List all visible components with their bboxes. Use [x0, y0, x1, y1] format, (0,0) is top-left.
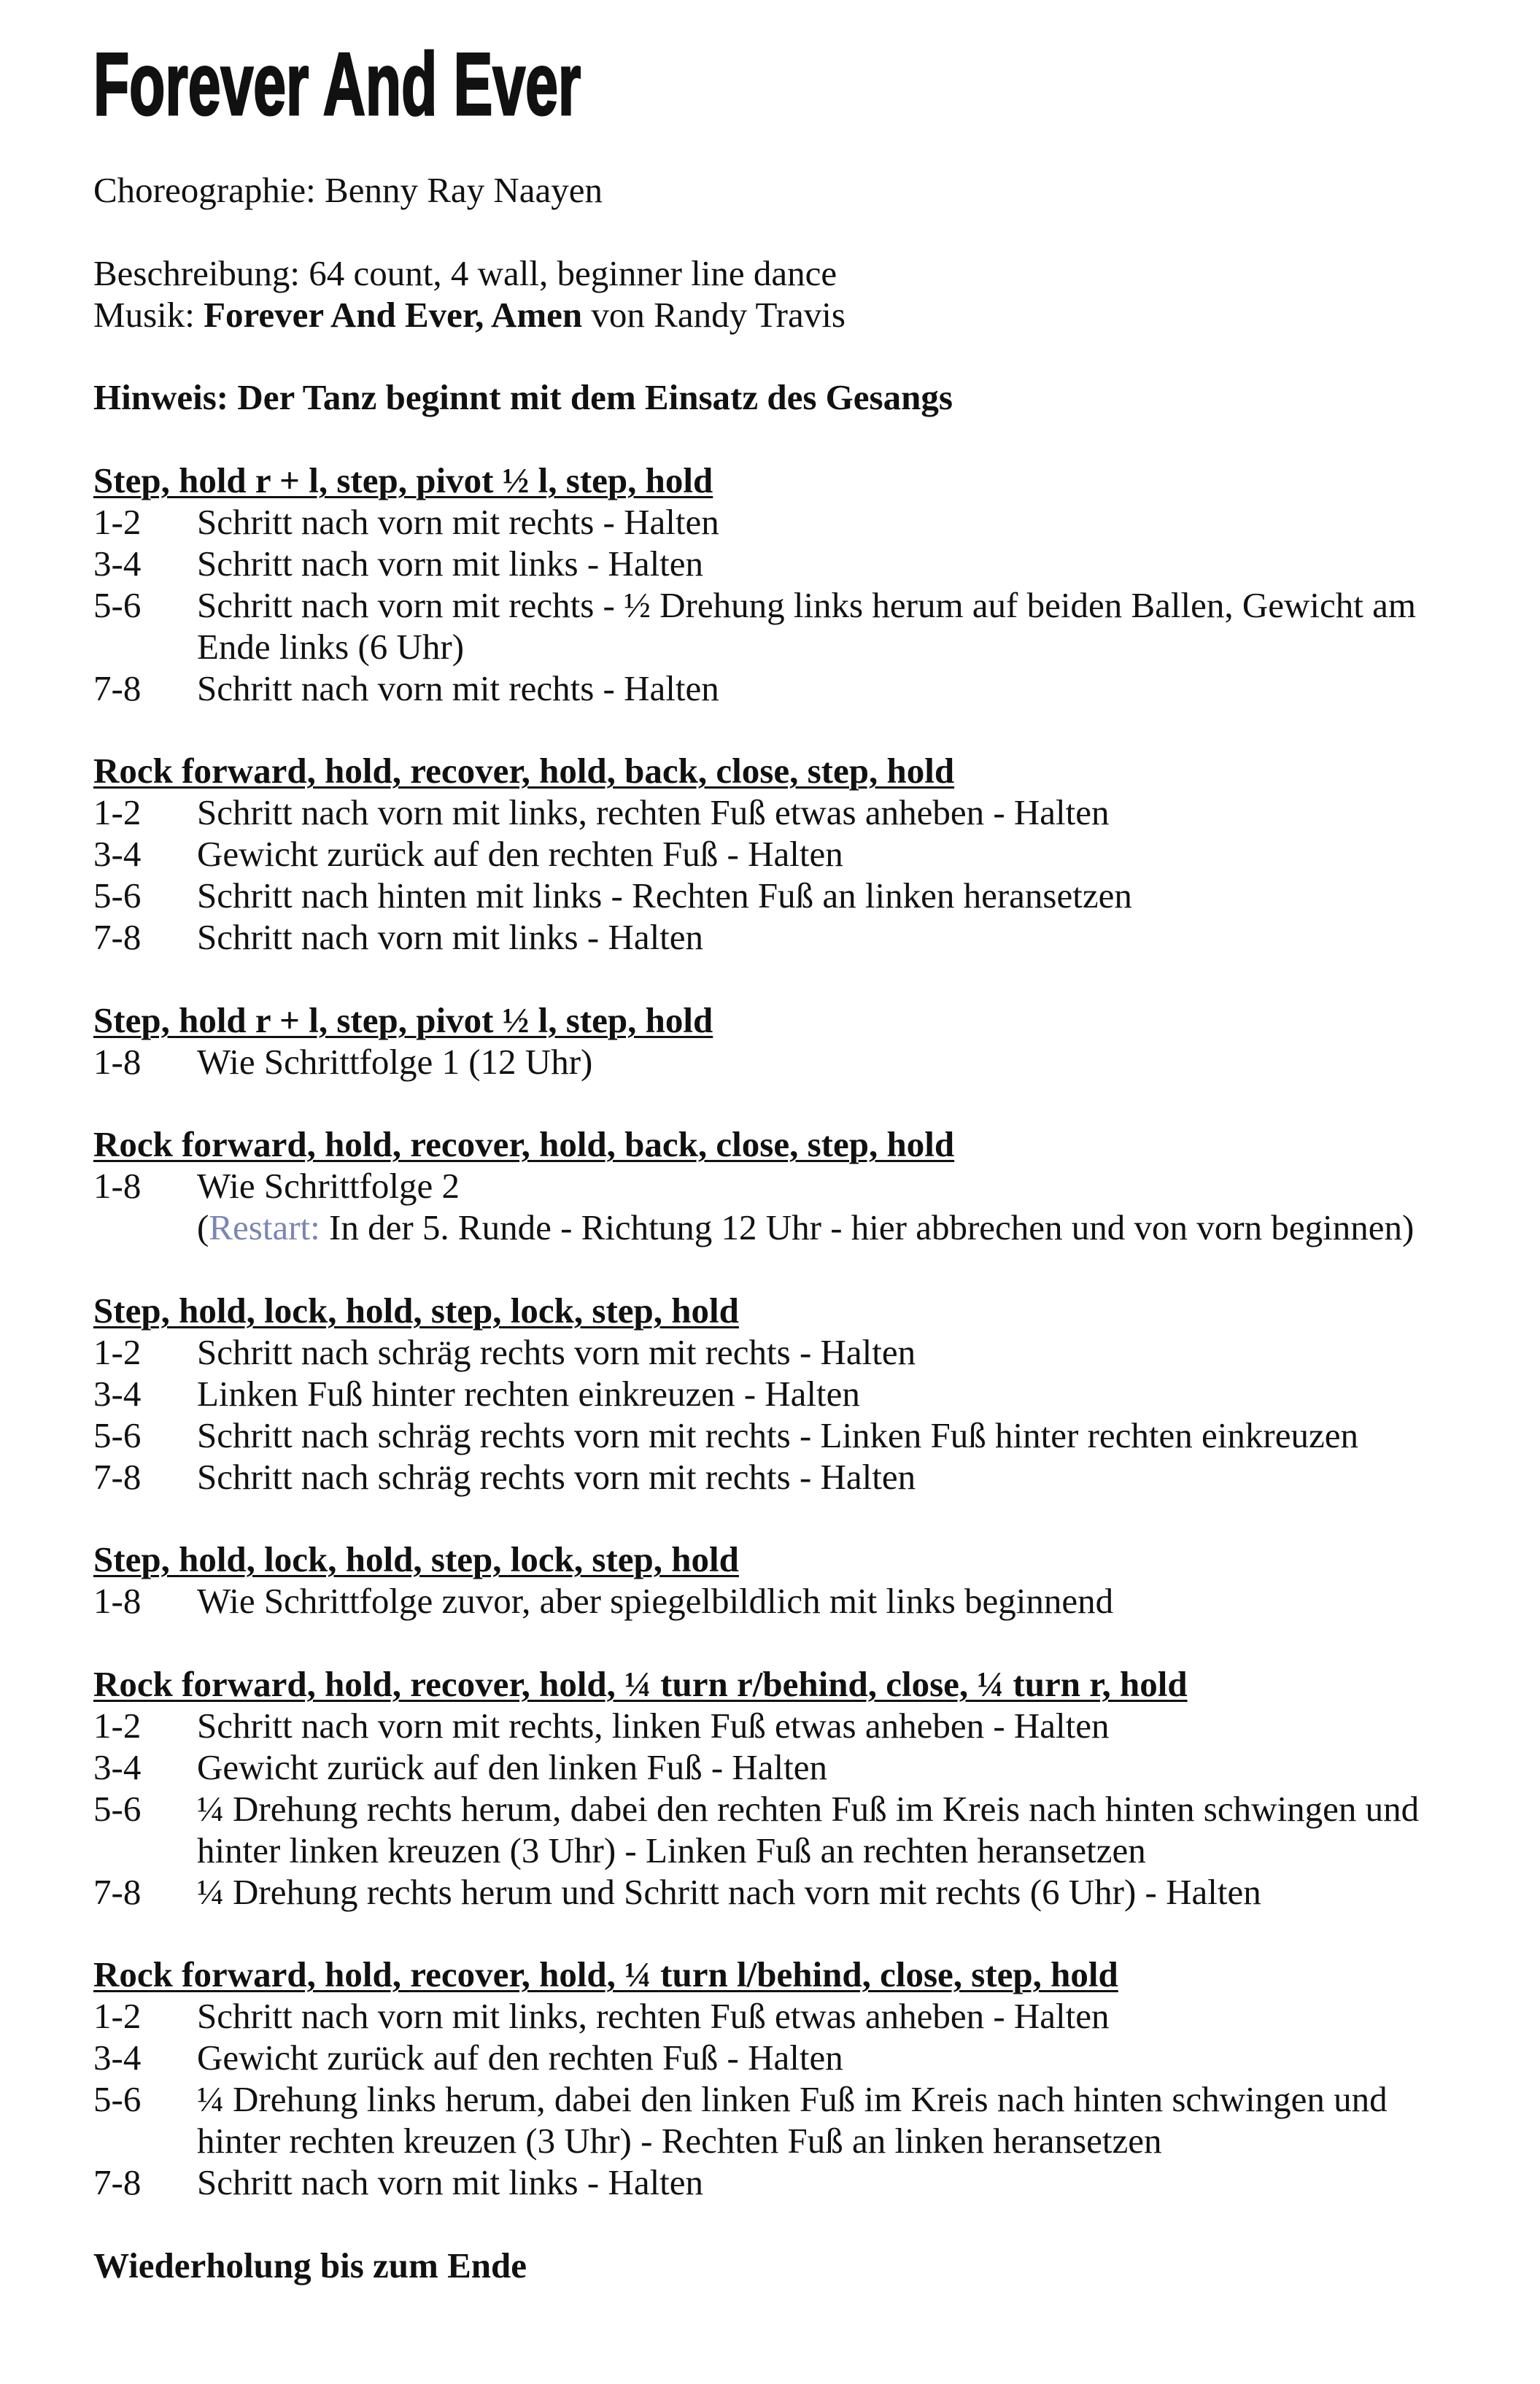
- step-section: [93, 751, 1516, 958]
- step-sections: [93, 460, 1516, 2203]
- step-description: Schritt nach vorn mit links, rechten Fuß etwas anheben - Halten: [197, 1996, 1110, 2037]
- step-count: 1-8: [93, 1166, 142, 1207]
- step-description: ¼ Drehung rechts herum und Schritt nach vorn mit rechts (6 Uhr) - Halten: [197, 1871, 1261, 1912]
- step-description: Gewicht zurück auf den rechten Fuß - Halten: [197, 2037, 843, 2078]
- restart-remark: [197, 1207, 1414, 1249]
- blank-line: [93, 212, 1516, 253]
- step-section: [93, 1000, 1516, 1083]
- step-count: 3-4: [93, 1373, 142, 1414]
- step-description: Schritt nach vorn mit links - Halten: [197, 917, 704, 958]
- step-description: Gewicht zurück auf den linken Fuß - Halten: [197, 1746, 828, 1787]
- step-count: 1-8: [93, 1581, 142, 1622]
- step-count: 3-4: [93, 834, 142, 875]
- section-heading: Rock forward, hold, recover, hold, ¼ turn r/behind, close, ¼ turn r, hold: [93, 1664, 1188, 1705]
- footer-line: Wiederholung bis zum Ende: [93, 2245, 527, 2286]
- artist-name: Randy Travis: [654, 294, 846, 335]
- step-section: [93, 1954, 1516, 2203]
- choreographer-name: Benny Ray Naayen: [325, 170, 603, 210]
- step-count: 5-6: [93, 1414, 142, 1455]
- step-description: Schritt nach schräg rechts vorn mit rechts - Linken Fuß hinter rechten einkreuzen: [197, 1414, 1358, 1455]
- song-title: Forever And Ever, Amen: [204, 294, 583, 335]
- section-heading: Rock forward, hold, recover, hold, back, close, step, hold: [93, 751, 955, 792]
- step-description: Wie Schrittfolge 2: [197, 1166, 460, 1207]
- restart-label: Restart:: [209, 1207, 320, 1248]
- step-section: [93, 460, 1516, 709]
- step-description: hinter rechten kreuzen (3 Uhr) - Rechten Fuß an linken heransetzen: [197, 2120, 1162, 2161]
- dance-title: Forever And Ever: [93, 34, 581, 133]
- step-description: ¼ Drehung links herum, dabei den linken Fuß im Kreis nach hinten schwingen und: [197, 2078, 1388, 2119]
- step-count: 7-8: [93, 917, 142, 958]
- section-heading: Step, hold, lock, hold, step, lock, step, hold: [93, 1539, 739, 1580]
- step-count: 7-8: [93, 1456, 142, 1497]
- step-row: [93, 2079, 1516, 2121]
- step-description: Schritt nach vorn mit rechts - ½ Drehung links herum auf beiden Ballen, Gewicht am: [197, 584, 1417, 625]
- music-label: Musik:: [93, 294, 195, 335]
- step-row: [93, 2121, 1516, 2162]
- step-row: [93, 1042, 1516, 1083]
- remark-open-paren: (: [197, 1207, 209, 1248]
- step-section: [93, 1124, 1516, 1249]
- step-description: Schritt nach hinten mit links - Rechten Fuß an linken heransetzen: [197, 875, 1132, 916]
- music-line: [93, 295, 1516, 336]
- step-description: Linken Fuß hinter rechten einkreuzen - Halten: [197, 1373, 860, 1414]
- restart-text: In der 5. Runde - Richtung 12 Uhr - hier abbrechen und von vorn beginnen): [329, 1207, 1415, 1248]
- step-description: Gewicht zurück auf den rechten Fuß - Halten: [197, 834, 843, 875]
- step-count: 3-4: [93, 2037, 142, 2078]
- note-text: Der Tanz beginnt mit dem Einsatz des Gesangs: [237, 377, 953, 418]
- step-count: 3-4: [93, 1746, 142, 1787]
- step-row: [93, 1706, 1516, 1747]
- step-row: [93, 668, 1516, 710]
- description-value: 64 count, 4 wall, beginner line dance: [309, 252, 837, 293]
- choreography-label: Choreographie:: [93, 170, 316, 210]
- step-description: Schritt nach vorn mit rechts - Halten: [197, 667, 719, 708]
- step-description: Ende links (6 Uhr): [197, 626, 465, 667]
- step-count: 1-2: [93, 1331, 142, 1372]
- section-heading: Step, hold, lock, hold, step, lock, step, hold: [93, 1290, 739, 1331]
- step-section: [93, 1290, 1516, 1498]
- description-line: [93, 253, 1516, 295]
- step-section: [93, 1664, 1516, 1913]
- step-description: Schritt nach schräg rechts vorn mit rechts - Halten: [197, 1331, 916, 1372]
- step-count-empty: [93, 1207, 197, 1249]
- section-heading: Rock forward, hold, recover, hold, ¼ turn l/behind, close, step, hold: [93, 1954, 1118, 1995]
- blank-line: [93, 336, 1516, 378]
- step-count: 7-8: [93, 667, 142, 708]
- step-count: 1-2: [93, 502, 142, 543]
- step-count: 1-2: [93, 792, 142, 833]
- step-count: [93, 2121, 197, 2162]
- step-count: 5-6: [93, 2078, 142, 2119]
- step-count: 5-6: [93, 584, 142, 625]
- section-heading: Step, hold r + l, step, pivot ½ l, step, hold: [93, 460, 713, 501]
- step-row: [93, 1747, 1516, 1789]
- step-description: Schritt nach vorn mit links - Halten: [197, 2162, 704, 2202]
- step-row: [93, 1332, 1516, 1374]
- step-description: Schritt nach schräg rechts vorn mit rechts - Halten: [197, 1456, 916, 1497]
- step-description: hinter linken kreuzen (3 Uhr) - Linken Fuß an rechten heransetzen: [197, 1830, 1146, 1870]
- section-heading: Step, hold r + l, step, pivot ½ l, step, hold: [93, 999, 713, 1040]
- step-row: [93, 1789, 1516, 1830]
- step-row: [93, 2037, 1516, 2079]
- step-count: 7-8: [93, 2162, 142, 2202]
- step-row: [93, 627, 1516, 668]
- step-description: Schritt nach vorn mit rechts - Halten: [197, 502, 719, 543]
- step-count: 7-8: [93, 1871, 142, 1912]
- dance-sheet: [93, 170, 1516, 2286]
- step-row: [93, 585, 1516, 627]
- step-row: [93, 1872, 1516, 1913]
- step-row: [93, 2162, 1516, 2204]
- step-count: [93, 627, 197, 668]
- step-row: [93, 834, 1516, 875]
- step-row: [93, 1457, 1516, 1498]
- step-row: [93, 543, 1516, 585]
- step-row: [93, 1415, 1516, 1457]
- step-description: ¼ Drehung rechts herum, dabei den rechten Fuß im Kreis nach hinten schwingen und: [197, 1788, 1420, 1829]
- step-row: [93, 1166, 1516, 1207]
- step-description: Schritt nach vorn mit links, rechten Fuß etwas anheben - Halten: [197, 792, 1110, 833]
- step-row: [93, 1581, 1516, 1622]
- choreography-line: [93, 170, 1516, 212]
- step-row: [93, 917, 1516, 959]
- step-description: Wie Schrittfolge zuvor, aber spiegelbildlich mit links beginnend: [197, 1581, 1114, 1622]
- step-row: [93, 1374, 1516, 1415]
- restart-remark-row: [93, 1207, 1516, 1249]
- section-heading: Rock forward, hold, recover, hold, back, close, step, hold: [93, 1124, 955, 1165]
- step-description: Schritt nach vorn mit links - Halten: [197, 543, 704, 584]
- step-count: 5-6: [93, 1788, 142, 1829]
- step-count: 1-2: [93, 1996, 142, 2037]
- step-section: [93, 1539, 1516, 1622]
- step-count: 5-6: [93, 875, 142, 916]
- description-label: Beschreibung:: [93, 252, 301, 293]
- step-description: Wie Schrittfolge 1 (12 Uhr): [197, 1041, 593, 1082]
- step-description: Schritt nach vorn mit rechts, linken Fuß etwas anheben - Halten: [197, 1705, 1110, 1746]
- step-count: 3-4: [93, 543, 142, 584]
- step-count: [93, 1830, 197, 1872]
- step-row: [93, 1996, 1516, 2037]
- step-row: [93, 875, 1516, 917]
- note-label: Hinweis:: [93, 377, 229, 418]
- step-row: [93, 1830, 1516, 1872]
- note-line: [93, 377, 1516, 419]
- step-count: 1-2: [93, 1705, 142, 1746]
- step-row: [93, 502, 1516, 543]
- step-row: [93, 792, 1516, 834]
- music-connector: von: [591, 294, 645, 335]
- step-count: 1-8: [93, 1041, 142, 1082]
